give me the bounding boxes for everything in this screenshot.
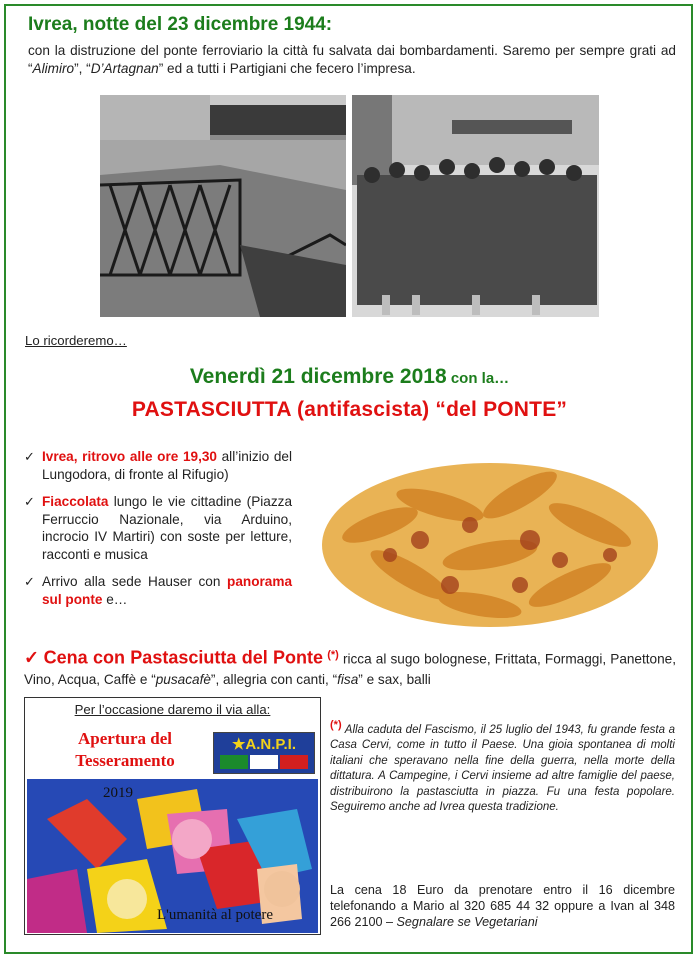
booking-info: La cena 18 Euro da prenotare entro il 16 dicembre telefonando a Mario al 320 685 44 32 oppure a Ivan al 348 266 2100 – Segnalare se Vegetariani: [330, 883, 675, 929]
list-item: ✓ Fiaccolata lungo le vie cittadine (Piazza Ferruccio Nazionale, via Arduino, incrocio IV Martiri) con soste per letture, racconti e musica: [24, 494, 292, 562]
box-heading: Per l’occasione daremo il via alla:: [74, 702, 271, 717]
check-icon: ✓: [24, 647, 40, 668]
intro-paragraph: con la distruzione del ponte ferroviario la città fu salvata dai bombardamenti. Saremo per sempre grati ad “Alimiro”, “D’Artagnan” ed a tutti i Partigiani che fecero l’impresa.: [28, 43, 676, 76]
program-list: [24, 448, 292, 618]
poster-year: 2019: [103, 785, 133, 801]
remember-line: Lo ricorderemo…: [25, 333, 127, 348]
photo-partisans: [352, 95, 599, 317]
poster-image: [27, 779, 318, 933]
check-icon: ✓: [24, 574, 35, 589]
event-date: Venerdì 21 dicembre 2018 con la…: [189, 365, 510, 388]
heading-title: Ivrea, notte del 23 dicembre 1944:: [28, 14, 333, 35]
event-name: PASTASCIUTTA (antifascista) “del PONTE”: [131, 398, 568, 421]
list-item: ✓ Arrivo alla sede Hauser con panorama sul ponte e…: [24, 574, 292, 607]
poster-slogan: L'umanità al potere: [157, 907, 273, 923]
list-item: ✓ Ivrea, ritrovo alle ore 19,30 all’inizio del Lungodora, di fronte al Rifugio): [24, 449, 293, 482]
anpi-logo: ★A.N.P.I.: [213, 732, 315, 774]
membership-box: [24, 697, 321, 935]
check-icon: ✓: [24, 494, 35, 509]
pasta-photo: [320, 445, 660, 630]
membership-title: Apertura del Tesseramento: [75, 729, 175, 770]
check-icon: ✓: [24, 449, 35, 464]
photo-bridge: [100, 95, 346, 317]
footnote: (*) Alla caduta del Fascismo, il 25 luglio del 1943, fu grande festa a Casa Cervi, come in tutto il Paese. Una gioia spontanea di molti italiani che speravano nella fine della guerra, nella morte della dittatura. A Campegine, i Cervi insieme ad altre famiglie del paese, distribuirono la pastasciutta in piazza. Fu una festa popolare. Seguiremo anche ad Ivrea questa tradizione.: [330, 719, 675, 814]
dinner-line: ✓ Cena con Pastasciutta del Ponte (*) ricca al sugo bolognese, Frittata, Formaggi, Panettone, Vino, Acqua, Caffè e “pusacafè”, allegria con canti, “fisa” e sax, balli: [24, 647, 677, 687]
